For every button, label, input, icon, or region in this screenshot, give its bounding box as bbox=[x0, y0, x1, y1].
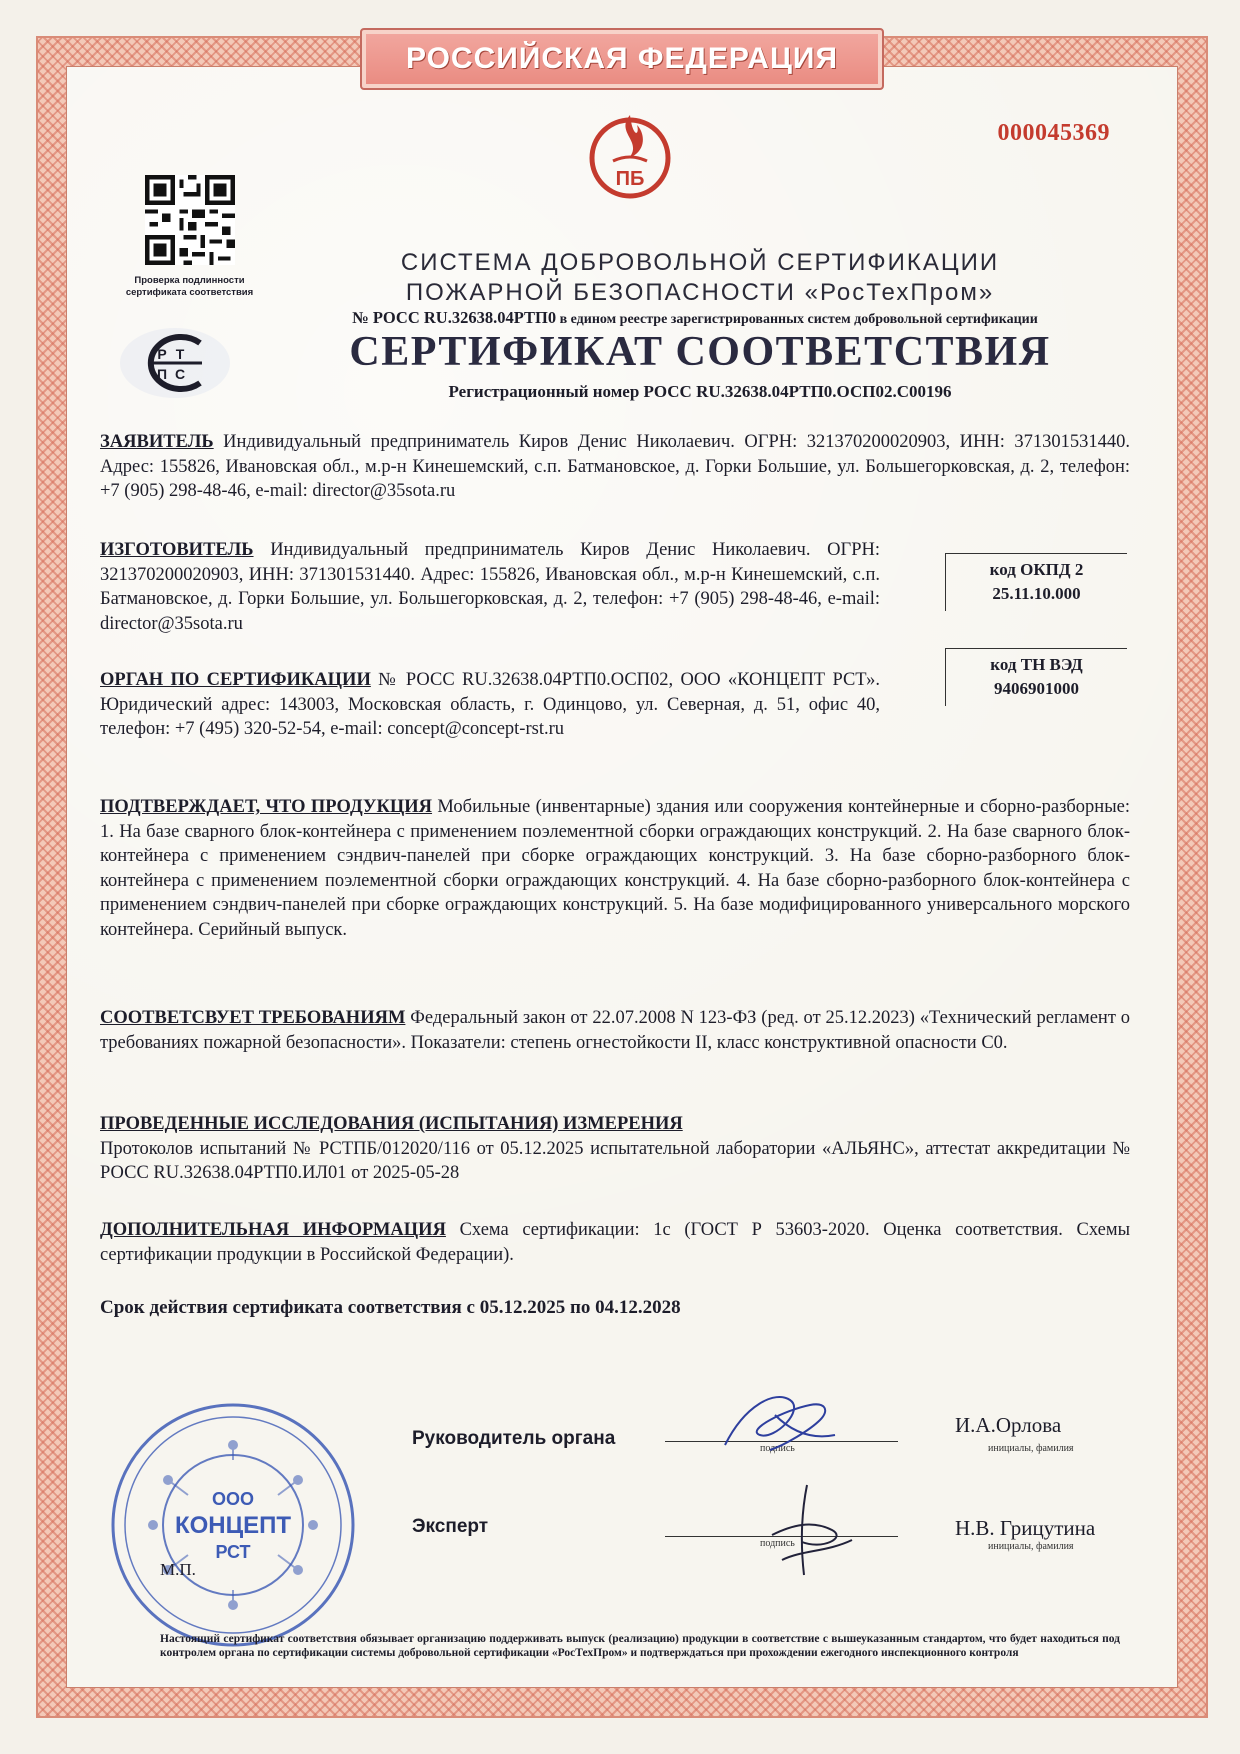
expert-name: Н.В. Грицутина bbox=[955, 1516, 1096, 1540]
product-section bbox=[100, 795, 1130, 942]
head-name: И.А.Орлова bbox=[955, 1413, 1062, 1437]
qr-code-icon[interactable] bbox=[145, 175, 235, 265]
manufacturer-section bbox=[100, 538, 880, 636]
tnved-code-box bbox=[945, 648, 1127, 706]
manufacturer-label: ИЗГОТОВИТЕЛЬ bbox=[100, 540, 254, 560]
product-text: Мобильные (инвентарные) здания или сооружения контейнерные и сборно-разборные: 1. На базе сварного блок-контейнера с применением поэлементной сборки ограждающих конструкций. 2. На базе сварного блок-контейнера с применением сэндвич-панелей при сборке ограждающих конструкций. 3. На базе сборно-разборного блок-контейнера с применением поэлементной сборки ограждающих конструкций. 4. На базе сборно-разборного блок-контейнера с применением сэндвич-панелей при сборке ограждающих конструкций. 5. На базе модифицированного универсального морского контейнера. Серийный выпуск. bbox=[100, 797, 1130, 940]
requirements-label: СООТВЕТСВУЕТ ТРЕБОВАНИЯМ bbox=[100, 1008, 406, 1028]
requirements-section bbox=[100, 1006, 1130, 1055]
okpd-code-box bbox=[945, 553, 1127, 611]
stamp-line-3: РСТ bbox=[215, 1542, 251, 1562]
research-label: ПРОВЕДЕННЫЕ ИССЛЕДОВАНИЯ (ИСПЫТАНИЯ) ИЗМЕРЕНИЯ bbox=[100, 1114, 683, 1134]
fire-safety-logo-icon bbox=[585, 103, 675, 203]
registration-number: Регистрационный номер РОСС RU.32638.04РТП0.ОСП02.С00196 bbox=[448, 382, 952, 401]
system-line-2: ПОЖАРНОЙ БЕЗОПАСНОСТИ «РосТехПром» bbox=[405, 279, 995, 306]
okpd-label: код ОКПД 2 bbox=[989, 560, 1084, 579]
rtps-system-logo-icon bbox=[118, 325, 233, 400]
seal-stamp bbox=[108, 1400, 358, 1650]
system-line-1: СИСТЕМА ДОБРОВОЛЬНОЙ СЕРТИФИКАЦИИ bbox=[400, 249, 1000, 276]
requirements-text: Федеральный закон от 22.07.2008 N 123-ФЗ (ред. от 25.12.2023) «Технический регламент о требованиях пожарной безопасности». Показатели: степень огнестойкости II, класс конструктивной опасности С0. bbox=[100, 1008, 1130, 1053]
head-signature-caption: подпись bbox=[760, 1443, 795, 1454]
expert-label: Эксперт bbox=[412, 1516, 489, 1537]
registry-line bbox=[245, 308, 1145, 328]
expert-signature-caption: подпись bbox=[760, 1538, 795, 1549]
registry-text: в едином реестре зарегистрированных систем добровольной сертификации bbox=[556, 312, 1038, 327]
stamp-line-1: ООО bbox=[211, 1489, 255, 1509]
additional-info-section bbox=[100, 1218, 1130, 1267]
applicant-label: ЗАЯВИТЕЛЬ bbox=[100, 432, 214, 452]
applicant-section bbox=[100, 430, 1130, 504]
footer-note: Настоящий сертификат соответствия обязывает организацию поддерживать выпуск (реализацию) продукции в соответствие с вышеуказанным стандартом, что будет находиться под контролем органа по сертификации системы добровольной сертификации «РосТехПром» и подтверждаться при прохождении ежегодного инспекционного контроля bbox=[160, 1633, 1120, 1659]
additional-text: Схема сертификации: 1с (ГОСТ Р 53603-2020. Оценка соответствия. Схемы сертификации продукции в Российской Федерации). bbox=[100, 1220, 1131, 1265]
additional-label: ДОПОЛНИТЕЛЬНАЯ ИНФОРМАЦИЯ bbox=[100, 1220, 446, 1240]
tnved-label: код ТН ВЭД bbox=[990, 655, 1083, 674]
okpd-value: 25.11.10.000 bbox=[992, 584, 1081, 603]
pb-logo-text: ПБ bbox=[615, 168, 645, 190]
certification-body-section bbox=[100, 668, 880, 742]
banner-text: РОССИЙСКАЯ ФЕДЕРАЦИЯ bbox=[405, 42, 839, 75]
stamp-place-label: М.П. bbox=[160, 1560, 196, 1579]
svg-text:Р: Р bbox=[157, 346, 167, 362]
head-of-body-label: Руководитель органа bbox=[412, 1428, 616, 1449]
body-label: ОРГАН ПО СЕРТИФИКАЦИИ bbox=[100, 670, 371, 690]
expert-fio-caption: инициалы, фамилия bbox=[988, 1541, 1074, 1552]
body-text: № РОСС RU.32638.04РТП0.ОСП02, ООО «КОНЦЕПТ РСТ». Юридический адрес: 143003, Московская область, г. Одинцово, ул. Северная, д. 51, офис 40, телефон: +7 (495) 320-52-54, e-mail: concept@concept-rst.ru bbox=[100, 670, 880, 739]
qr-caption: Проверка подлинности сертификата соответствия bbox=[125, 275, 254, 298]
stamp-line-2: КОНЦЕПТ bbox=[174, 1512, 292, 1539]
svg-text:П: П bbox=[156, 366, 168, 382]
expert-signature bbox=[752, 1480, 862, 1580]
research-text: Протоколов испытаний № РСТПБ/012020/116 от 05.12.2025 испытательной лаборатории «АЛЬЯНС», аттестат аккредитации № РОСС RU.32638.04РТП0.ИЛ01 от 2025-05-28 bbox=[100, 1138, 1130, 1183]
serial-number: 000045369 bbox=[997, 120, 1110, 146]
certificate-title: СЕРТИФИКАТ СООТВЕТСТВИЯ bbox=[349, 329, 1051, 375]
head-signature bbox=[715, 1385, 845, 1460]
validity-period: Срок действия сертификата соответствия с 05.12.2025 по 04.12.2028 bbox=[100, 1297, 681, 1318]
svg-text:Т: Т bbox=[175, 346, 185, 362]
research-section bbox=[100, 1112, 1130, 1186]
applicant-text: Индивидуальный предприниматель Киров Денис Николаевич. ОГРН: 321370200020903, ИНН: 371301531440. Адрес: 155826, Ивановская обл., м.р-н Кинешемский, с.п. Батмановское, д. Горки Большие, ул. Большегорковская, д. 2, телефон: +7 (905) 298-48-46, e-mail: director@35sota.ru bbox=[100, 432, 1130, 501]
product-label: ПОДТВЕРЖДАЕТ, ЧТО ПРОДУКЦИЯ bbox=[100, 797, 433, 817]
manufacturer-text: Индивидуальный предприниматель Киров Денис Николаевич. ОГРН: 321370200020903, ИНН: 371301531440. Адрес: 155826, Ивановская обл., м.р-н Кинешемский, с.п. Батмановское, д. Горки Большие, ул. Большегорковская, д. 2, телефон: +7 (905) 298-48-46, e-mail: director@35sota.ru bbox=[100, 540, 880, 634]
certification-system-title bbox=[270, 248, 1130, 308]
svg-text:С: С bbox=[174, 366, 186, 382]
head-fio-caption: инициалы, фамилия bbox=[988, 1443, 1074, 1454]
registry-number: № РОСС RU.32638.04РТП0 bbox=[352, 308, 557, 327]
country-banner bbox=[360, 28, 884, 90]
tnved-value: 9406901000 bbox=[994, 679, 1079, 698]
